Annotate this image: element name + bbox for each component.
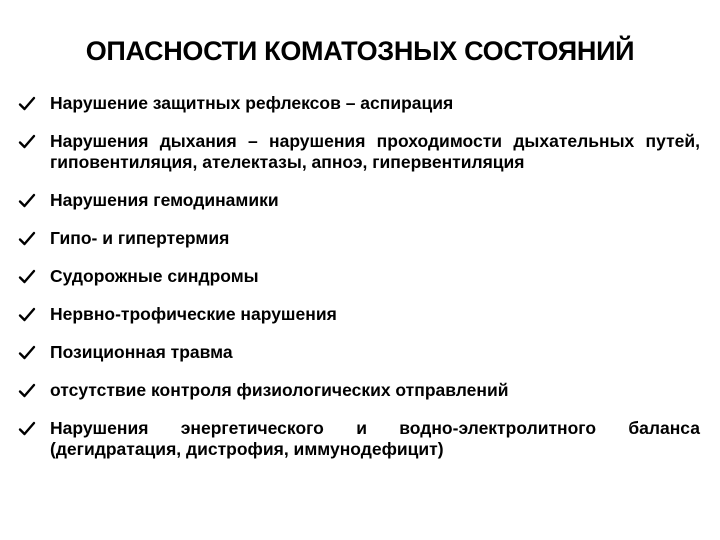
- list-item: [18, 418, 700, 460]
- list-item: [18, 380, 700, 401]
- list-item-text: Нарушения гемодинамики: [50, 190, 279, 210]
- list-item-text: Нервно-трофические нарушения: [50, 304, 337, 324]
- list-item: [18, 228, 700, 249]
- list-item-text: Нарушения энергетического и водно-электролитного баланса (дегидратация, дистрофия, иммунодефицит): [50, 418, 700, 459]
- list-item-text: Гипо- и гипертермия: [50, 228, 230, 248]
- checkmark-icon: [18, 192, 36, 210]
- checkmark-icon: [18, 268, 36, 286]
- list-item: [18, 93, 700, 114]
- checkmark-icon: [18, 382, 36, 400]
- checkmark-icon: [18, 133, 36, 151]
- checkmark-icon: [18, 230, 36, 248]
- list-item-text: Судорожные синдромы: [50, 266, 259, 286]
- list-item: [18, 304, 700, 325]
- checkmark-icon: [18, 306, 36, 324]
- list-item: [18, 266, 700, 287]
- list-item-text: Нарушения дыхания – нарушения проходимости дыхательных путей, гиповентиляция, ателектазы, апноэ, гипервентиляция: [50, 131, 700, 172]
- list-item-text: Нарушение защитных рефлексов – аспирация: [50, 93, 454, 113]
- checkmark-icon: [18, 344, 36, 362]
- list-item: [18, 342, 700, 363]
- slide-title: ОПАСНОСТИ КОМАТОЗНЫХ СОСТОЯНИЙ: [85, 36, 635, 66]
- checkmark-icon: [18, 95, 36, 113]
- bullet-list: [18, 93, 700, 460]
- list-item: [18, 190, 700, 211]
- list-item: [18, 131, 700, 173]
- checkmark-icon: [18, 420, 36, 438]
- list-item-text: Позиционная травма: [50, 342, 233, 362]
- list-item-text: отсутствие контроля физиологических отправлений: [50, 380, 509, 400]
